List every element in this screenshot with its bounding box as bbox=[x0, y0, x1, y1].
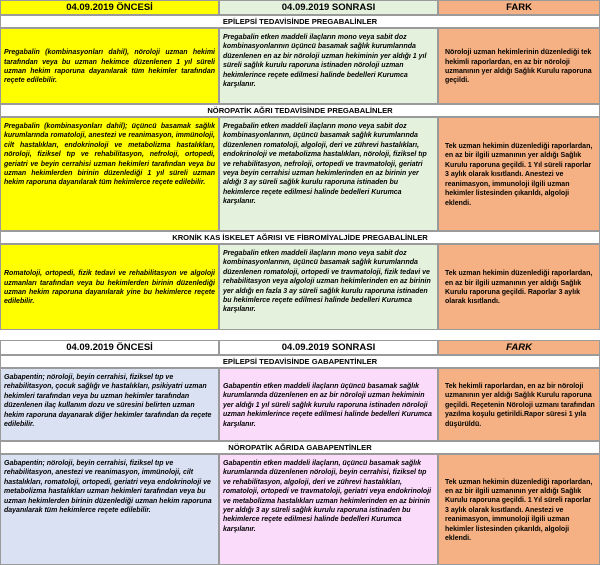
before-text: Gabapentin; nöroloji, beyin cerrahisi, fiziksel tıp ve rehabilitasyon, çocuk sağlığı ve hastalıkları, psikiyatri uzman hekimleri tarafından veya bu uzman hekimler tarafından düzenlenen ilaç kullanım dozu ve süresini belirten uzman hekim raporuna dayanarak diğer hekimler tarafından da reçete edilebilir. bbox=[0, 368, 219, 441]
section-title-gabapentin-neuropathic: NÖROPATİK AĞRIDA GABAPENTİNLER bbox=[0, 441, 600, 454]
diff-text bbox=[438, 117, 600, 231]
before-text bbox=[0, 28, 219, 104]
diff-text-content: Tek uzman hekimin düzenlediği raporlardan, en az bir ilgili uzmanının yer aldığı Sağlık Kurulu raporuna geçildi. 1 Yıl süreli raporlar 3 aylık olarak kısıtlandı. Anestezi ve reanimasyon, immunoloji ilgili uzman hekimler listesinden çıkarıldı, algoloji eklendi. bbox=[445, 478, 593, 543]
header-after: 04.09.2019 SONRASI bbox=[219, 340, 438, 355]
row-pregabalin-epilepsy bbox=[0, 28, 600, 104]
diff-text-content: Tek uzman hekimin düzenlediği raporlardan, en az bir ilgili uzmanının yer aldığı Sağlık Kurulu raporuna geçildi. 1 Yıl süreli raporlar 3 aylık olarak kısıtlandı. Anestezi ve reanimasyon, immunoloji ilgili uzman hekimler listesinden çıkarıldı, algoloji eklendi. bbox=[445, 143, 593, 207]
before-text: Gabapentin; nöroloji, beyin cerrahisi, fiziksel tıp ve rehabilitasyon, anestezi ve reanimasyon, immünoloji, cilt hastalıkları, romatoloji, ortopedi, geriatri veya endokrinoloji ve metabolizma hastalıkları uzman hekimleri tarafından veya bu uzman hekimlerden birinin düzenlediği uzman hekim raporuna dayanılarak tüm hekimlerce reçete edilebilir. bbox=[0, 454, 219, 565]
after-text: Pregabalin etken maddeli ilaçların mono veya sabit doz kombinasyonlarının üçüncü basamak sağlık kurumlarında düzenlenen en az bir nöroloji uzman hekiminin yer aldığı 1 yıl süreli sağlık kurulu raporuna istinaden nöroloji uzman hekimlerince reçete edilmesi halinde bedelleri Kurumca karşılanır. bbox=[219, 28, 438, 104]
section-title-pregabalin-fibromyalgia: KRONİK KAS İSKELET AĞRISI VE FİBROMİYALJİDE PREGABALİNLER bbox=[0, 231, 600, 244]
section-title-pregabalin-epilepsy: EPİLEPSİ TEDAVİSİNDE PREGABALİNLER bbox=[0, 15, 600, 28]
header-row-gabapentin bbox=[0, 340, 600, 355]
before-text-content: Romatoloji, ortopedi, fizik tedavi ve rehabilitasyon ve algoloji uzmanları tarafından veya bu hekimlerden birinin düzenlediği uzman hekim raporuna dayanılarak yine bu hekimlerce reçete edilebilir. bbox=[4, 270, 215, 306]
header-before: 04.09.2019 ÖNCESİ bbox=[0, 0, 219, 15]
before-text bbox=[0, 244, 219, 330]
diff-text bbox=[438, 454, 600, 565]
diff-text-content: Nöroloji uzman hekimlerinin düzenlediği tek hekimli raporlardan, en az bir nöroloji uzmanının yer aldığı Sağlık Kurulu raporuna geçildi. bbox=[445, 49, 592, 85]
row-pregabalin-fibromyalgia bbox=[0, 244, 600, 330]
after-text: Pregabalin etken maddeli ilaçların mono veya sabit doz kombinasyonlarının, üçüncü basamak sağlık kurumlarında düzenlenen romatoloji, algoloji, deri ve zührevi hastalıkları, endokrinoloji ve metabolizma hastalıkları, nöroloji, fiziksel tıp ve rehabilitasyon, nefroloji, ortopedi ve travmatoloji, geriatri veya beyin cerrahisi uzman hekimlerinden en az birinin yer aldığı 3 ay süreli sağlık kurulu raporuna istinaden bu hekimlerce reçete edilmesi halinde bedelleri Kurumca karşılanır. bbox=[219, 117, 438, 231]
after-text-content: Gabapentin etken maddeli ilaçların üçüncü basamak sağlık kurumlarında düzenlenen en az bir nöroloji uzman hekiminin yer aldığı 1 yıl süreli sağlık kurulu raporuna istinaden nöroloji uzman hekimlerince reçete edilmesi halinde bedelleri Kurumca karşılanır. bbox=[223, 382, 432, 428]
diff-text-content: Tek hekimli raporlardan, en az bir nöroloji uzmanının yer aldığı Sağlık Kurulu raporuna geçildi. Reçetenin Nöroloji uzmanı tarafından yazılma koşulu getirildi.Rapor süresi 1 yıla düşürüldü. bbox=[445, 382, 595, 428]
after-text: Gabapentin etken maddeli ilaçların, üçüncü basamak sağlık kurumlarında düzenlenen nöroloji, beyin cerrahisi, fiziksel tıp ve rehabilitasyon, algoloji, deri ve zührevi hastalıkları, romatoloji, ortopedi ve travmatoloji, geriatri veya endokrinoloji ve metabolizma hastalıkları uzman hekimlerinden en az birinin yer aldığı 3 ay süreli sağlık kurulu raporuna istinaden bu hekimlerce reçete edilmesi halinde bedelleri Kurumca karşılanır. bbox=[219, 454, 438, 565]
before-text: Pregabalin (kombinasyonları dahil); üçüncü basamak sağlık kurumlarında romatoloji, anestezi ve reanimasyon, immünoloji, cilt hastalıkları, endokrinoloji ve metabolizma hastalıkları, nöroloji, fiziksel tıp ve rehabilitasyon, nefroloji, ortopedi, geriatri ve beyin cerrahisi uzman hekimleri tarafından veya bu uzman hekimlerden birinin düzenlediği 1 yıl süreli uzman hekim raporuna dayanılarak tüm hekimlerce reçete edilebilir. bbox=[0, 117, 219, 231]
after-text bbox=[219, 368, 438, 441]
diff-text bbox=[438, 28, 600, 104]
row-pregabalin-neuropathic bbox=[0, 117, 600, 231]
header-diff: FARK bbox=[438, 340, 600, 355]
header-diff: FARK bbox=[438, 0, 600, 15]
header-before: 04.09.2019 ÖNCESİ bbox=[0, 340, 219, 355]
row-gabapentin-epilepsy bbox=[0, 368, 600, 441]
section-title-gabapentin-epilepsy: EPİLEPSİ TEDAVİSİNDE GABAPENTİNLER bbox=[0, 355, 600, 368]
diff-text-content: Tek uzman hekimin düzenlediği raporlardan, en az bir ilgili uzmanının yer aldığı Sağlık Kurulu raporuna geçildi. Raporlar 3 aylık olarak kısıtlandı. bbox=[445, 270, 593, 306]
after-text: Pregabalin etken maddeli ilaçların mono veya sabit doz kombinasyonlarının, üçüncü basamak sağlık kurumlarında düzenlenen romatoloji, ortopedi ve travmatoloji, fizik tedavi ve rehabilitasyon veya algoloji uzman hekimlerinden en az birinin yer aldığı en fazla 3 ay süreli sağlık kurulu raporuna istinaden bu hekimlerce reçete edilmesi halinde bedelleri Kurumca karşılanır. bbox=[219, 244, 438, 330]
header-row-pregabalin bbox=[0, 0, 600, 15]
header-after: 04.09.2019 SONRASI bbox=[219, 0, 438, 15]
diff-text bbox=[438, 244, 600, 330]
row-gabapentin-neuropathic bbox=[0, 454, 600, 565]
diff-text bbox=[438, 368, 600, 441]
before-text-content: Pregabalin (kombinasyonları dahil), nöroloji uzman hekimi tarafından veya bu uzman hekimce düzenlenen 1 yıl süreli uzman hekim raporuna dayanılarak tüm hekimler tarafından reçete edilebilir. bbox=[4, 49, 215, 85]
section-title-pregabalin-neuropathic: NÖROPATİK AĞRI TEDAVİSİNDE PREGABALİNLER bbox=[0, 104, 600, 117]
